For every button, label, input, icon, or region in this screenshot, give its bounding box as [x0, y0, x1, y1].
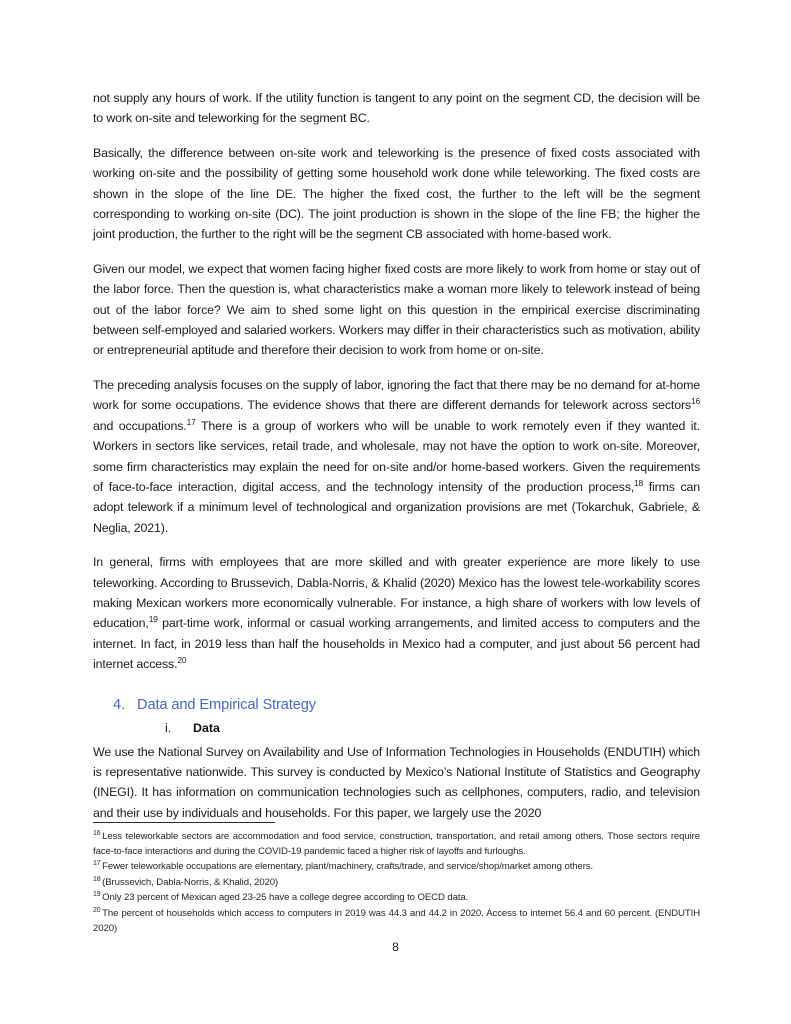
- footnote-item: $^{19}$ Only 23 percent of Mexican aged 23-25 have a college degree according to OECD data.: [93, 891, 469, 904]
- footnote-item: $^{17}$ Fewer teleworkable occupations are elementary, plant/machinery, crafts/trade, and service/shop/market among others.: [93, 860, 594, 873]
- sub-heading-number: i.: [165, 720, 172, 735]
- section-heading-block: [93, 694, 700, 738]
- sub-heading-title: Data: [193, 720, 220, 735]
- body-paragraph: Basically, the difference between on-site work and teleworking is the presence of fixed costs associated with working on-site and the possibility of getting some household work done while teleworking. The fixed costs are shown in the slope of the line DE. The higher the fixed cost, the further to the left will be the segment corresponding to working on-site (DC). The joint production is shown in the slope of the line FB; the higher the joint production, the further to the right will be the segment CB associated with home-based work.: [93, 145, 700, 242]
- footnote-separator-rule: [93, 822, 275, 823]
- footnote-marker: 19: [93, 891, 101, 899]
- footnote-item: $^{18}$ (Brussevich, Dabla-Norris, & Khalid, 2020): [93, 875, 279, 888]
- body-paragraph: In general, firms with employees that are more skilled and with greater experience are more likely to use teleworking. According to Brussevich, Dabla-Norris, & Khalid (2020) Mexico has the lowest tele-workability scores making Mexican workers more economically vulnerable. For instance, a high share of workers with low levels of education,$^{19}$ part-time work, informal or casual working arrangements, and limited access to computers and the internet. In fact, in 2019 less than half the households in Mexico had a computer, and just about 56 percent had internet access.$^{20}$: [93, 555, 700, 672]
- footnote-reference[interactable]: 17: [186, 416, 196, 427]
- footnote-reference[interactable]: 18: [634, 477, 644, 488]
- sub-heading: [93, 718, 700, 738]
- page-number: 8: [392, 940, 399, 954]
- body-paragraph: Given our model, we expect that women facing higher fixed costs are more likely to work from home or stay out of the labor force. Then the question is, what characteristics make a woman more likely to telework instead of being out of the labor force? We aim to shed some light on this question in the empirical exercise discriminating between self-employed and salaried workers. Workers may differ in their characteristics such as motivation, ability or entrepreneurial aptitude and therefore their decision to work from home or on-site.: [93, 261, 700, 358]
- footnote-reference[interactable]: 19: [148, 614, 158, 625]
- body-paragraph: The preceding analysis focuses on the supply of labor, ignoring the fact that there may be no demand for at-home work for some occupations. The evidence shows that there are different demands for telework across sectors$^{16}$ and occupations.$^{17}$ There is a group of workers who will be unable to work remotely even if they wanted it. Workers in sectors like services, retail trade, and wholesale, may not have the option to work on-site. Moreover, some firm characteristics may explain the need for on-site and/or home-based workers. Given the requirements of face-to-face interaction, digital access, and the technology intensity of the production process,$^{18}$ firms can adopt telework if a minimum level of technological and organization provisions are met (Tokarchuk, Gabriele, & Neglia, 2021).: [93, 377, 700, 535]
- footnotes-section: [93, 822, 700, 937]
- section-heading-title: Data and Empirical Strategy: [137, 696, 316, 713]
- footnote-marker: 20: [93, 906, 101, 914]
- page-body-content: [93, 88, 700, 837]
- body-paragraph: We use the National Survey on Availability and Use of Information Technologies in Households (ENDUTIH) which is representative nationwide. This survey is conducted by Mexico’s National Institute of Statistics and Geography (INEGI). It has information on communication technologies such as cellphones, computers, radio, and television and their use by individuals and households. For this paper, we largely use the 2020: [93, 744, 700, 820]
- section-heading-number: 4.: [113, 696, 125, 713]
- footnote-reference[interactable]: 16: [690, 396, 700, 407]
- footnote-item: $^{16}$ Less teleworkable sectors are accommodation and food service, construction, transportation, and retail among others. Those sectors require face-to-face interactions and during the COVID-19 pandemic faced a higher risk of layoffs and furloughs.: [93, 829, 700, 857]
- footnote-marker: 17: [93, 860, 101, 867]
- body-paragraph: not supply any hours of work. If the utility function is tangent to any point on the segment CD, the decision will be to work on-site and teleworking for the segment BC.: [93, 91, 700, 126]
- section-heading: [93, 694, 700, 716]
- footnote-reference[interactable]: 20: [177, 655, 187, 666]
- footnote-marker: 16: [93, 829, 101, 837]
- footnote-marker: 18: [93, 875, 101, 883]
- footnote-item: $^{20}$ The percent of households which access to computers in 2019 was 44.3 and 44.2 in 2020. Access to internet 56.4 and 60 percent. (ENDUTIH 2020): [93, 906, 700, 934]
